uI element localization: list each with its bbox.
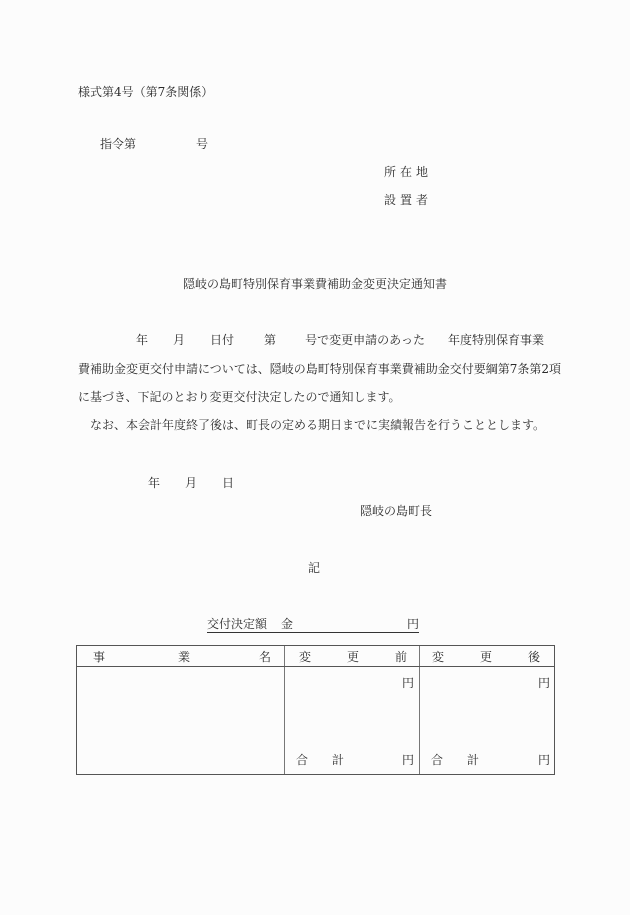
app-number-prefix: 第	[264, 333, 277, 347]
header-after-char3: 後	[528, 650, 541, 664]
total-after-label-1: 合	[431, 753, 444, 767]
header-project-name-char1: 事	[93, 650, 106, 664]
grant-amount-kin: 金	[281, 617, 294, 631]
total-after-label-2: 計	[467, 753, 480, 767]
after-change-value[interactable]	[424, 676, 524, 690]
issuer-name: 隠岐の島町長	[360, 504, 433, 518]
issue-year: 年	[148, 476, 161, 490]
directive-prefix: 指令第	[100, 137, 137, 151]
header-after-char1: 変	[432, 650, 445, 664]
app-number-suffix: 号で変更申請のあった	[305, 333, 425, 347]
grant-amount-label: 交付決定額	[207, 617, 268, 631]
after-change-unit: 円	[538, 676, 551, 690]
issue-day: 日	[222, 476, 235, 490]
fiscal-year-text: 年度特別保育事業	[447, 333, 544, 347]
founder-label: 設置者	[384, 193, 433, 207]
header-project-name-char3: 名	[259, 650, 272, 664]
header-before-char3: 前	[395, 650, 408, 664]
project-name-cell[interactable]	[83, 674, 278, 754]
body-line-1	[78, 333, 558, 347]
header-divider	[77, 666, 554, 667]
header-after-char2: 更	[480, 650, 493, 664]
body-line-3: に基づき、下記のとおり変更交付決定したので通知します。	[78, 390, 401, 404]
total-after-unit: 円	[538, 753, 551, 767]
total-before-label-1: 合	[296, 753, 309, 767]
body-line-2: 費補助金変更交付申請については、隠岐の島町特別保育事業費補助金交付要綱第7条第2項	[78, 362, 562, 376]
grant-amount-unit: 円	[406, 617, 419, 631]
document-title: 隠岐の島町特別保育事業費補助金変更決定通知書	[183, 277, 448, 291]
header-before-char2: 更	[347, 650, 360, 664]
issue-month: 月	[185, 476, 198, 490]
header-before-char1: 変	[299, 650, 312, 664]
amount-table	[76, 645, 555, 775]
header-project-name-char2: 業	[178, 650, 191, 664]
body-line-4-text: なお、本会計年度終了後は、町長の定める期日までに実績報告を行うこととします。	[90, 418, 546, 432]
directive-number	[100, 137, 208, 151]
app-month: 月	[173, 333, 186, 347]
body-line-4	[90, 418, 570, 432]
grant-amount-line	[207, 617, 419, 633]
address-label: 所在地	[384, 165, 433, 179]
total-before-label-2: 計	[332, 753, 345, 767]
grant-amount-value[interactable]	[297, 617, 407, 631]
issue-date	[148, 476, 234, 490]
before-change-unit: 円	[402, 676, 415, 690]
app-day-dated: 日付	[210, 333, 235, 347]
form-number: 様式第4号（第7条関係）	[78, 85, 214, 99]
before-change-value[interactable]	[289, 676, 389, 690]
total-before-unit: 円	[402, 753, 415, 767]
app-year: 年	[136, 333, 149, 347]
directive-suffix: 号	[196, 137, 209, 151]
notes-heading: 記	[308, 561, 321, 575]
